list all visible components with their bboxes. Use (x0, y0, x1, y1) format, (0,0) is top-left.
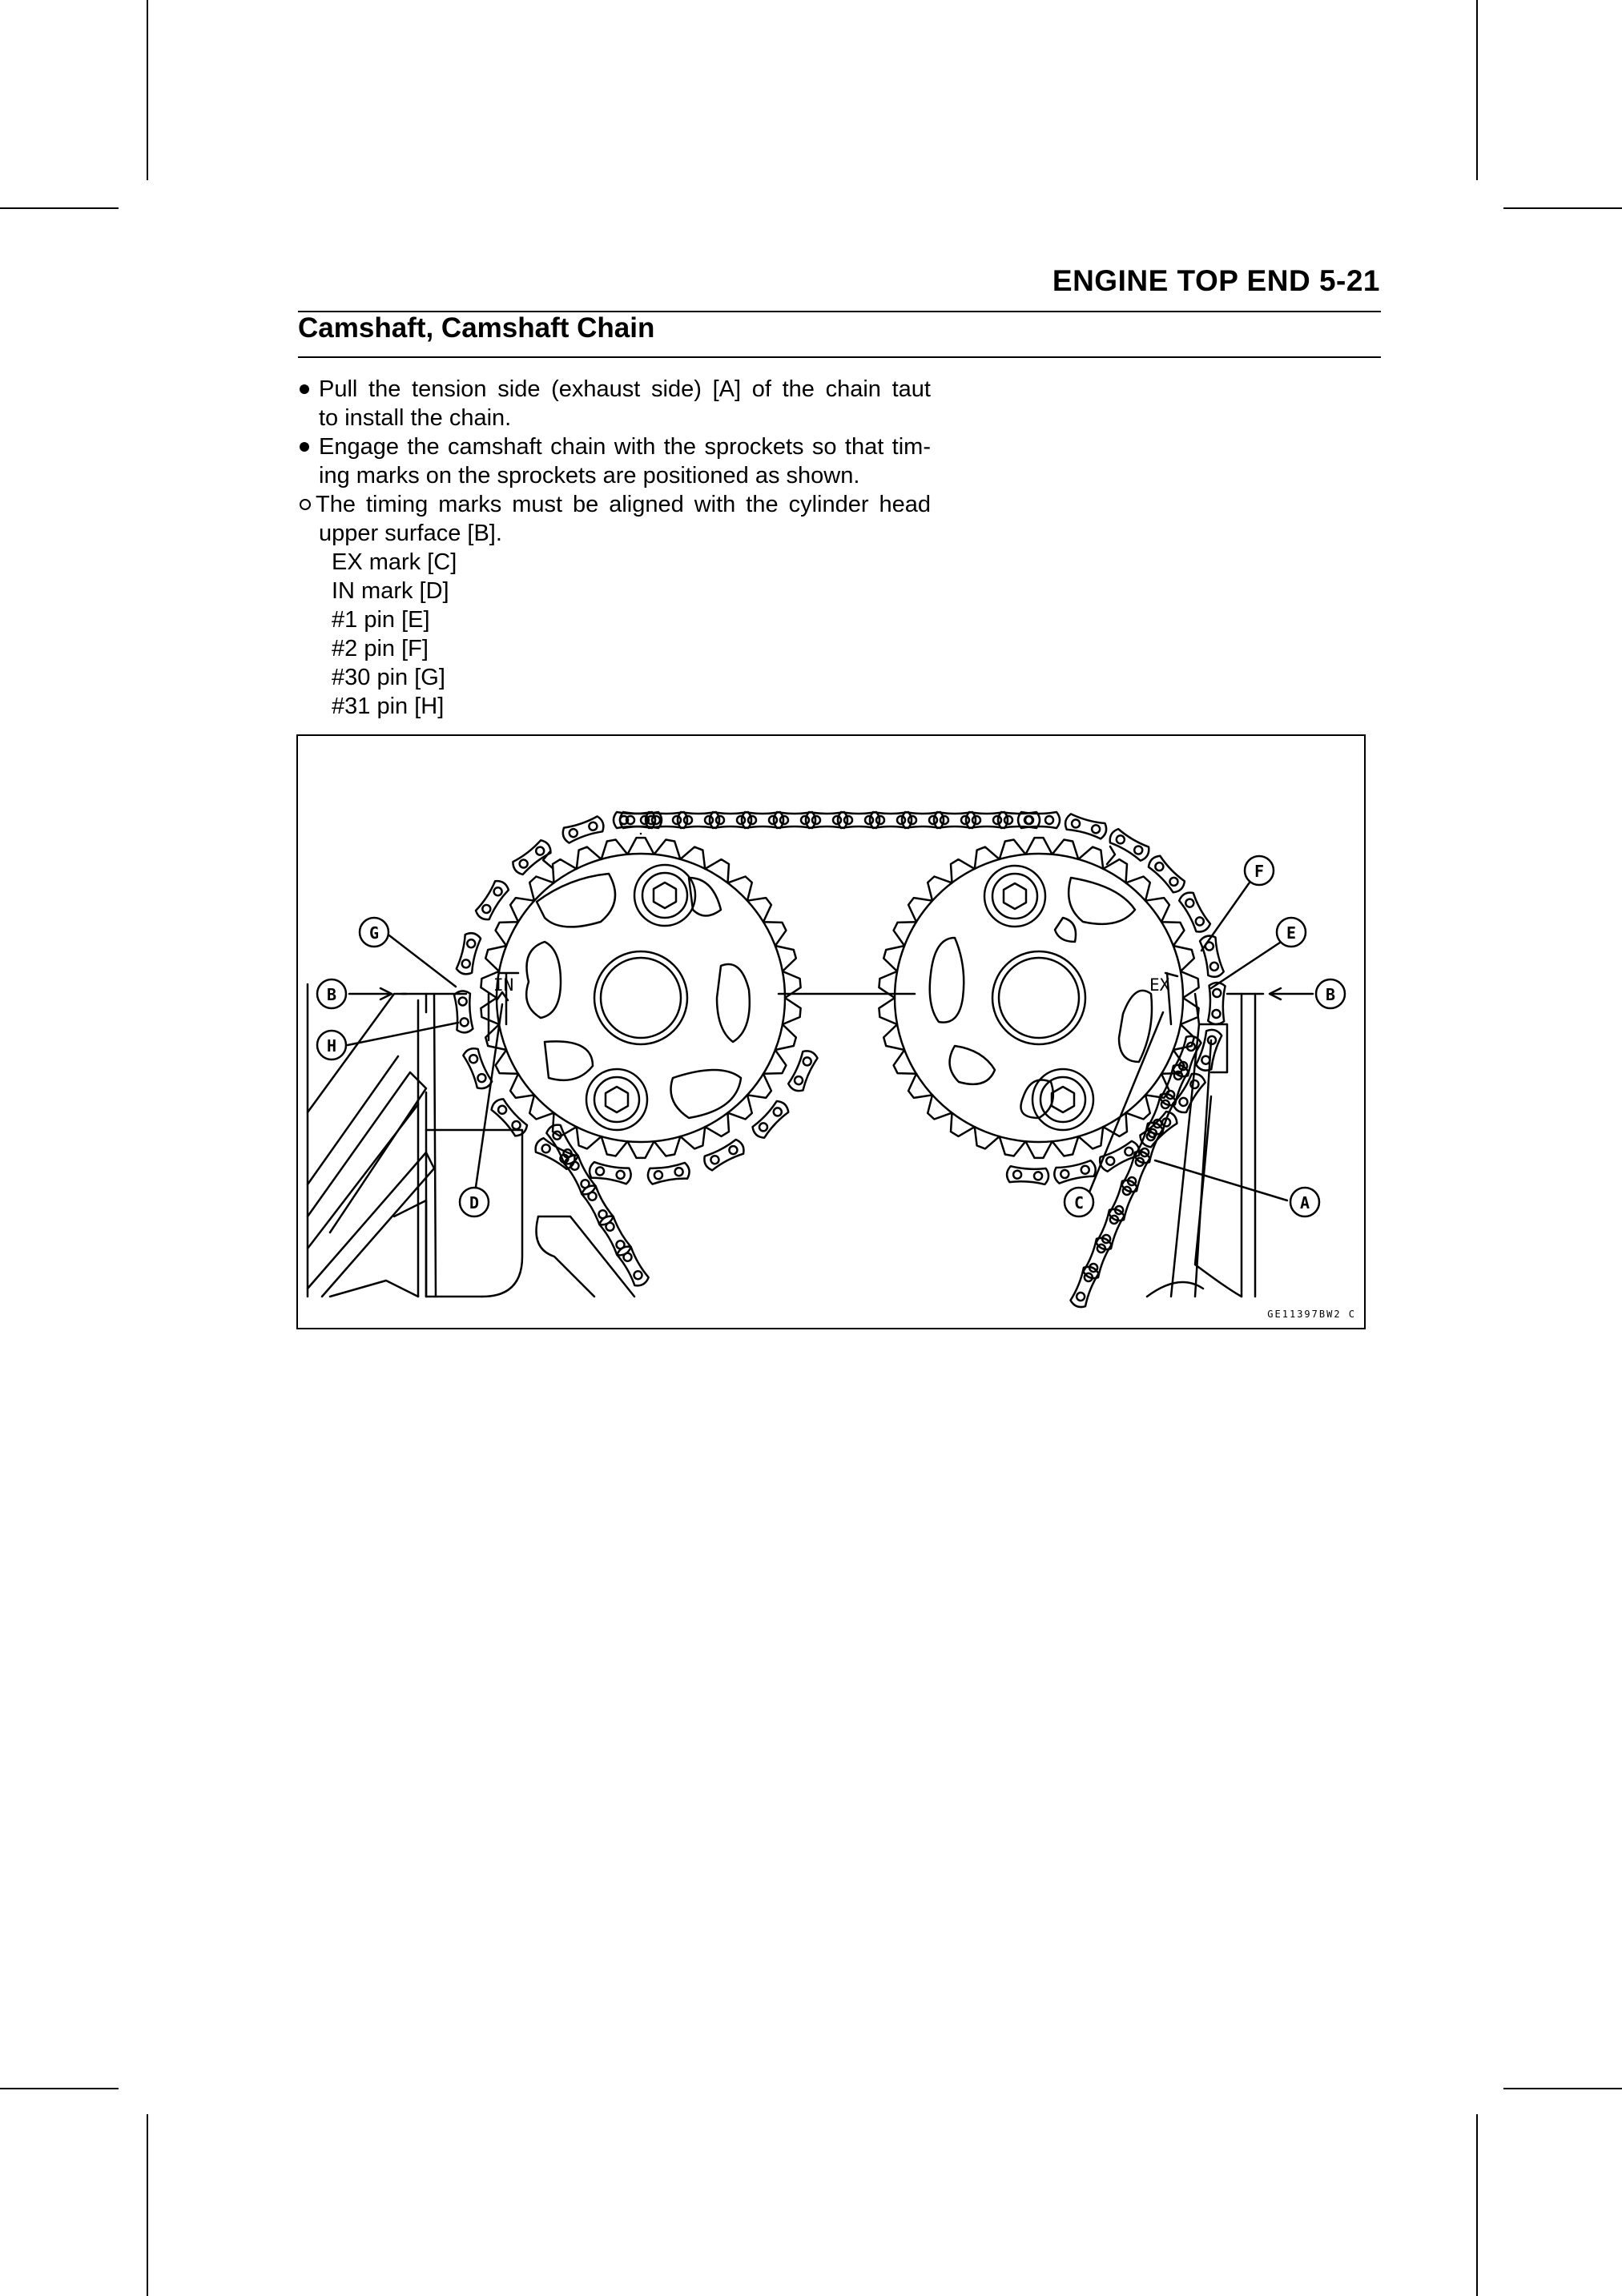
chain-link (870, 812, 912, 828)
legend-item: #1 pin [E] (332, 607, 430, 633)
crop-mark (1476, 0, 1478, 180)
crop-mark (1503, 2088, 1622, 2089)
leader-f (1201, 875, 1255, 951)
legend-item: #30 pin [G] (332, 665, 445, 690)
chain-link (462, 1046, 493, 1091)
callout-d: D (469, 1193, 480, 1212)
crop-mark (0, 2088, 119, 2089)
chain-link (787, 1048, 819, 1093)
chain-link (647, 1162, 690, 1184)
callout-f: F (1254, 862, 1265, 881)
chain-link (598, 1213, 632, 1257)
chain-link (678, 812, 719, 828)
chain-link (838, 812, 879, 828)
sprocket-teeth-outline (481, 838, 800, 1158)
legend-item: #31 pin [H] (332, 694, 445, 719)
chain-link (615, 1244, 650, 1288)
chain-link (702, 1138, 746, 1172)
chain-link (751, 1099, 791, 1140)
leader-e (1211, 938, 1287, 988)
ex-top-mark (1107, 846, 1115, 864)
section-rule (298, 356, 1381, 358)
chain-link (474, 879, 510, 922)
ex-mark-label: EX (1149, 975, 1170, 995)
crop-mark (147, 2114, 148, 2296)
arrow-b-right (1270, 988, 1313, 999)
step-1-line-1: Pull the tension side (exhaust side) [A] of the chain taut (319, 376, 931, 402)
diagram-drawing (298, 736, 1364, 1328)
chain-link (580, 1183, 614, 1227)
legend-item: IN mark [D] (332, 578, 449, 604)
in-top-mark (543, 852, 553, 868)
arrow-b-left (349, 988, 392, 999)
crop-mark (147, 0, 148, 180)
crop-mark (1476, 2114, 1478, 2296)
note-line-2: upper surface [B]. (319, 521, 502, 546)
page-header-title: ENGINE TOP END 5-21 (1052, 264, 1380, 297)
chain-link (562, 1152, 597, 1196)
chain-link (1064, 813, 1108, 839)
chain-link (774, 812, 815, 828)
legend-item: EX mark [C] (332, 549, 457, 575)
bullet-dot-icon (300, 384, 309, 394)
chain-link (456, 931, 481, 975)
step-1-line-2: to install the chain. (319, 405, 512, 431)
chain-link (489, 1096, 529, 1138)
chain-link (710, 812, 751, 828)
figure-code: GE11397BW2 C (1267, 1309, 1356, 1320)
exhaust-sprocket (895, 854, 1183, 1142)
step-2-line-1: Engage the camshaft chain with the sprockets so that tim- (319, 434, 931, 460)
callout-b-left: B (326, 985, 337, 1004)
right-housing (1147, 994, 1255, 1297)
intake-sprocket (497, 834, 785, 1142)
in-mark-label: IN (493, 975, 514, 995)
callout-h: H (326, 1036, 337, 1056)
chain-link (1053, 1160, 1097, 1184)
chain-link (510, 838, 553, 877)
callout-g: G (368, 923, 380, 943)
chain-link (902, 812, 944, 828)
crop-mark (1503, 207, 1622, 209)
legend-item: #2 pin [F] (332, 636, 429, 661)
chain-link (561, 815, 606, 844)
callout-e: E (1286, 923, 1297, 943)
chain-link (588, 1161, 632, 1184)
chain-link (806, 812, 847, 828)
callout-a: A (1299, 1193, 1310, 1212)
callout-c: C (1073, 1193, 1085, 1212)
chain-link (1199, 935, 1225, 979)
bullet-dot-icon (300, 442, 309, 452)
callout-b-right: B (1325, 985, 1336, 1004)
chain-link (742, 812, 783, 828)
chain-link (454, 991, 473, 1033)
chain-link (646, 812, 687, 828)
chain-link (1171, 1072, 1207, 1116)
section-title: Camshaft, Camshaft Chain (298, 312, 655, 344)
step-2-line-2: ing marks on the sprockets are positioned as shown. (319, 463, 860, 489)
chain-link (966, 812, 1008, 828)
chain-link (934, 812, 976, 828)
chain-link (1146, 854, 1187, 895)
camshaft-chain (454, 812, 1226, 1309)
camshaft-chain-diagram (296, 734, 1366, 1329)
leader-g (386, 933, 456, 987)
chain-link (1006, 1166, 1048, 1184)
leader-c (1087, 1012, 1163, 1198)
leader-a (1155, 1160, 1287, 1200)
note-line-1: The timing marks must be aligned with the cylinder head (316, 492, 931, 517)
crop-mark (0, 207, 119, 209)
bullet-ring-icon (300, 499, 311, 510)
chain-link (1137, 1109, 1179, 1149)
